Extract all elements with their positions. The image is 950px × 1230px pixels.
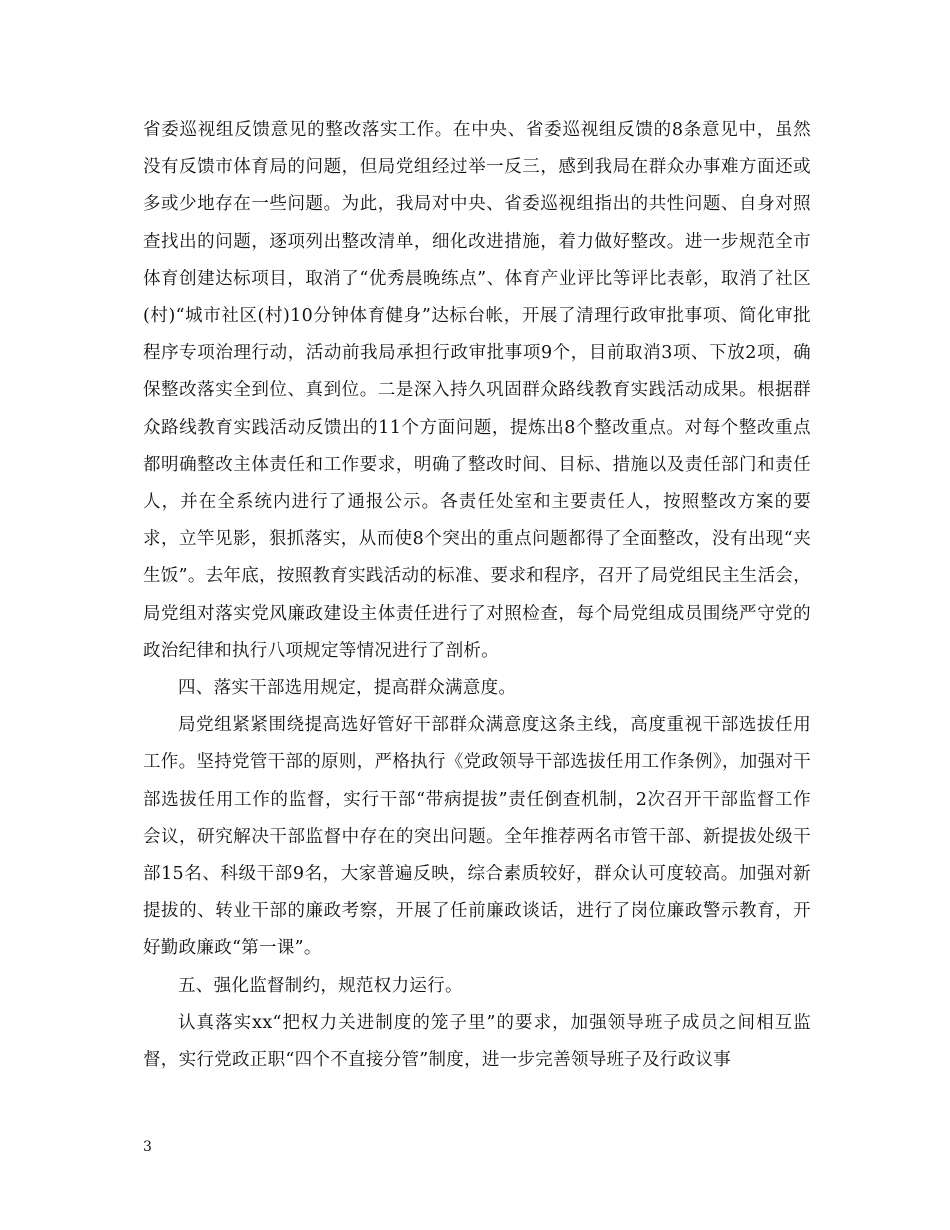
paragraph-continuation: 省委巡视组反馈意见的整改落实工作。在中央、省委巡视组反馈的8条意见中，虽然没有反馈市体育局的问题，但局党组经过举一反三，感到我局在群众办事难方面还或多或少地存在一些问题。为此，我局对中央、省委巡视组指出的共性问题、自身对照查找出的问题，逐项列出整改清单，细化改进措施，着力做好整改。进一步规范全市体育创建达标项目，取消了“优秀晨晚练点”、体育产业评比等评比表彰，取消了社区(村)“城市社区(村)10分钟体育健身”达标台帐，开展了清理行政审批事项、简化审批程序专项治理行动，活动前我局承担行政审批事项9个，目前取消3项、下放2项，确保整改落实全到位、真到位。二是深入持久巩固群众路线教育实践活动成果。根据群众路线教育实践活动反馈出的11个方面问题，提炼出8个整改重点。对每个整改重点都明确整改主体责任和工作要求，明确了整改时间、目标、措施以及责任部门和责任人，并在全系统内进行了通报公示。各责任处室和主要责任人，按照整改方案的要求，立竿见影，狠抓落实，从而使8个突出的重点问题都得了全面整改，没有出现“夹生饭”。去年底，按照教育实践活动的标准、要求和程序，召开了局党组民主生活会，局党组对落实党风廉政建设主体责任进行了对照检查，每个局党组成员围绕严守党的政治纪律和执行八项规定等情况进行了剖析。 [143,120,811,661]
section-heading-four: 四、落实干部选用规定，提高群众满意度。 [178,678,517,699]
document-body [143,112,811,1079]
page-number: 3 [143,1139,152,1155]
paragraph-cadre-selection: 局党组紧紧围绕提高选好管好干部群众满意度这条主线，高度重视干部选拔任用工作。坚持党管干部的原则，严格执行《党政领导干部选拔任用工作条例》，加强对干部选拔任用工作的监督，实行干部“带病提拔”责任倒查机制，2次召开干部监督工作会议，研究解决干部监督中存在的突出问题。全年推荐两名市管干部、新提拔处级干部15名、科级干部9名，大家普遍反映，综合素质较好，群众认可度较高。加强对新提拔的、转业干部的廉政考察，开展了任前廉政谈话，进行了岗位廉政警示教育，开好勤政廉政“第一课”。 [143,715,811,959]
paragraph-power-supervision: 认真落实xx“把权力关进制度的笼子里”的要求，加强领导班子成员之间相互监督，实行党政正职“四个不直接分管”制度，进一步完善领导班子及行政议事 [143,1012,811,1071]
section-heading-five: 五、强化监督制约，规范权力运行。 [178,975,463,996]
